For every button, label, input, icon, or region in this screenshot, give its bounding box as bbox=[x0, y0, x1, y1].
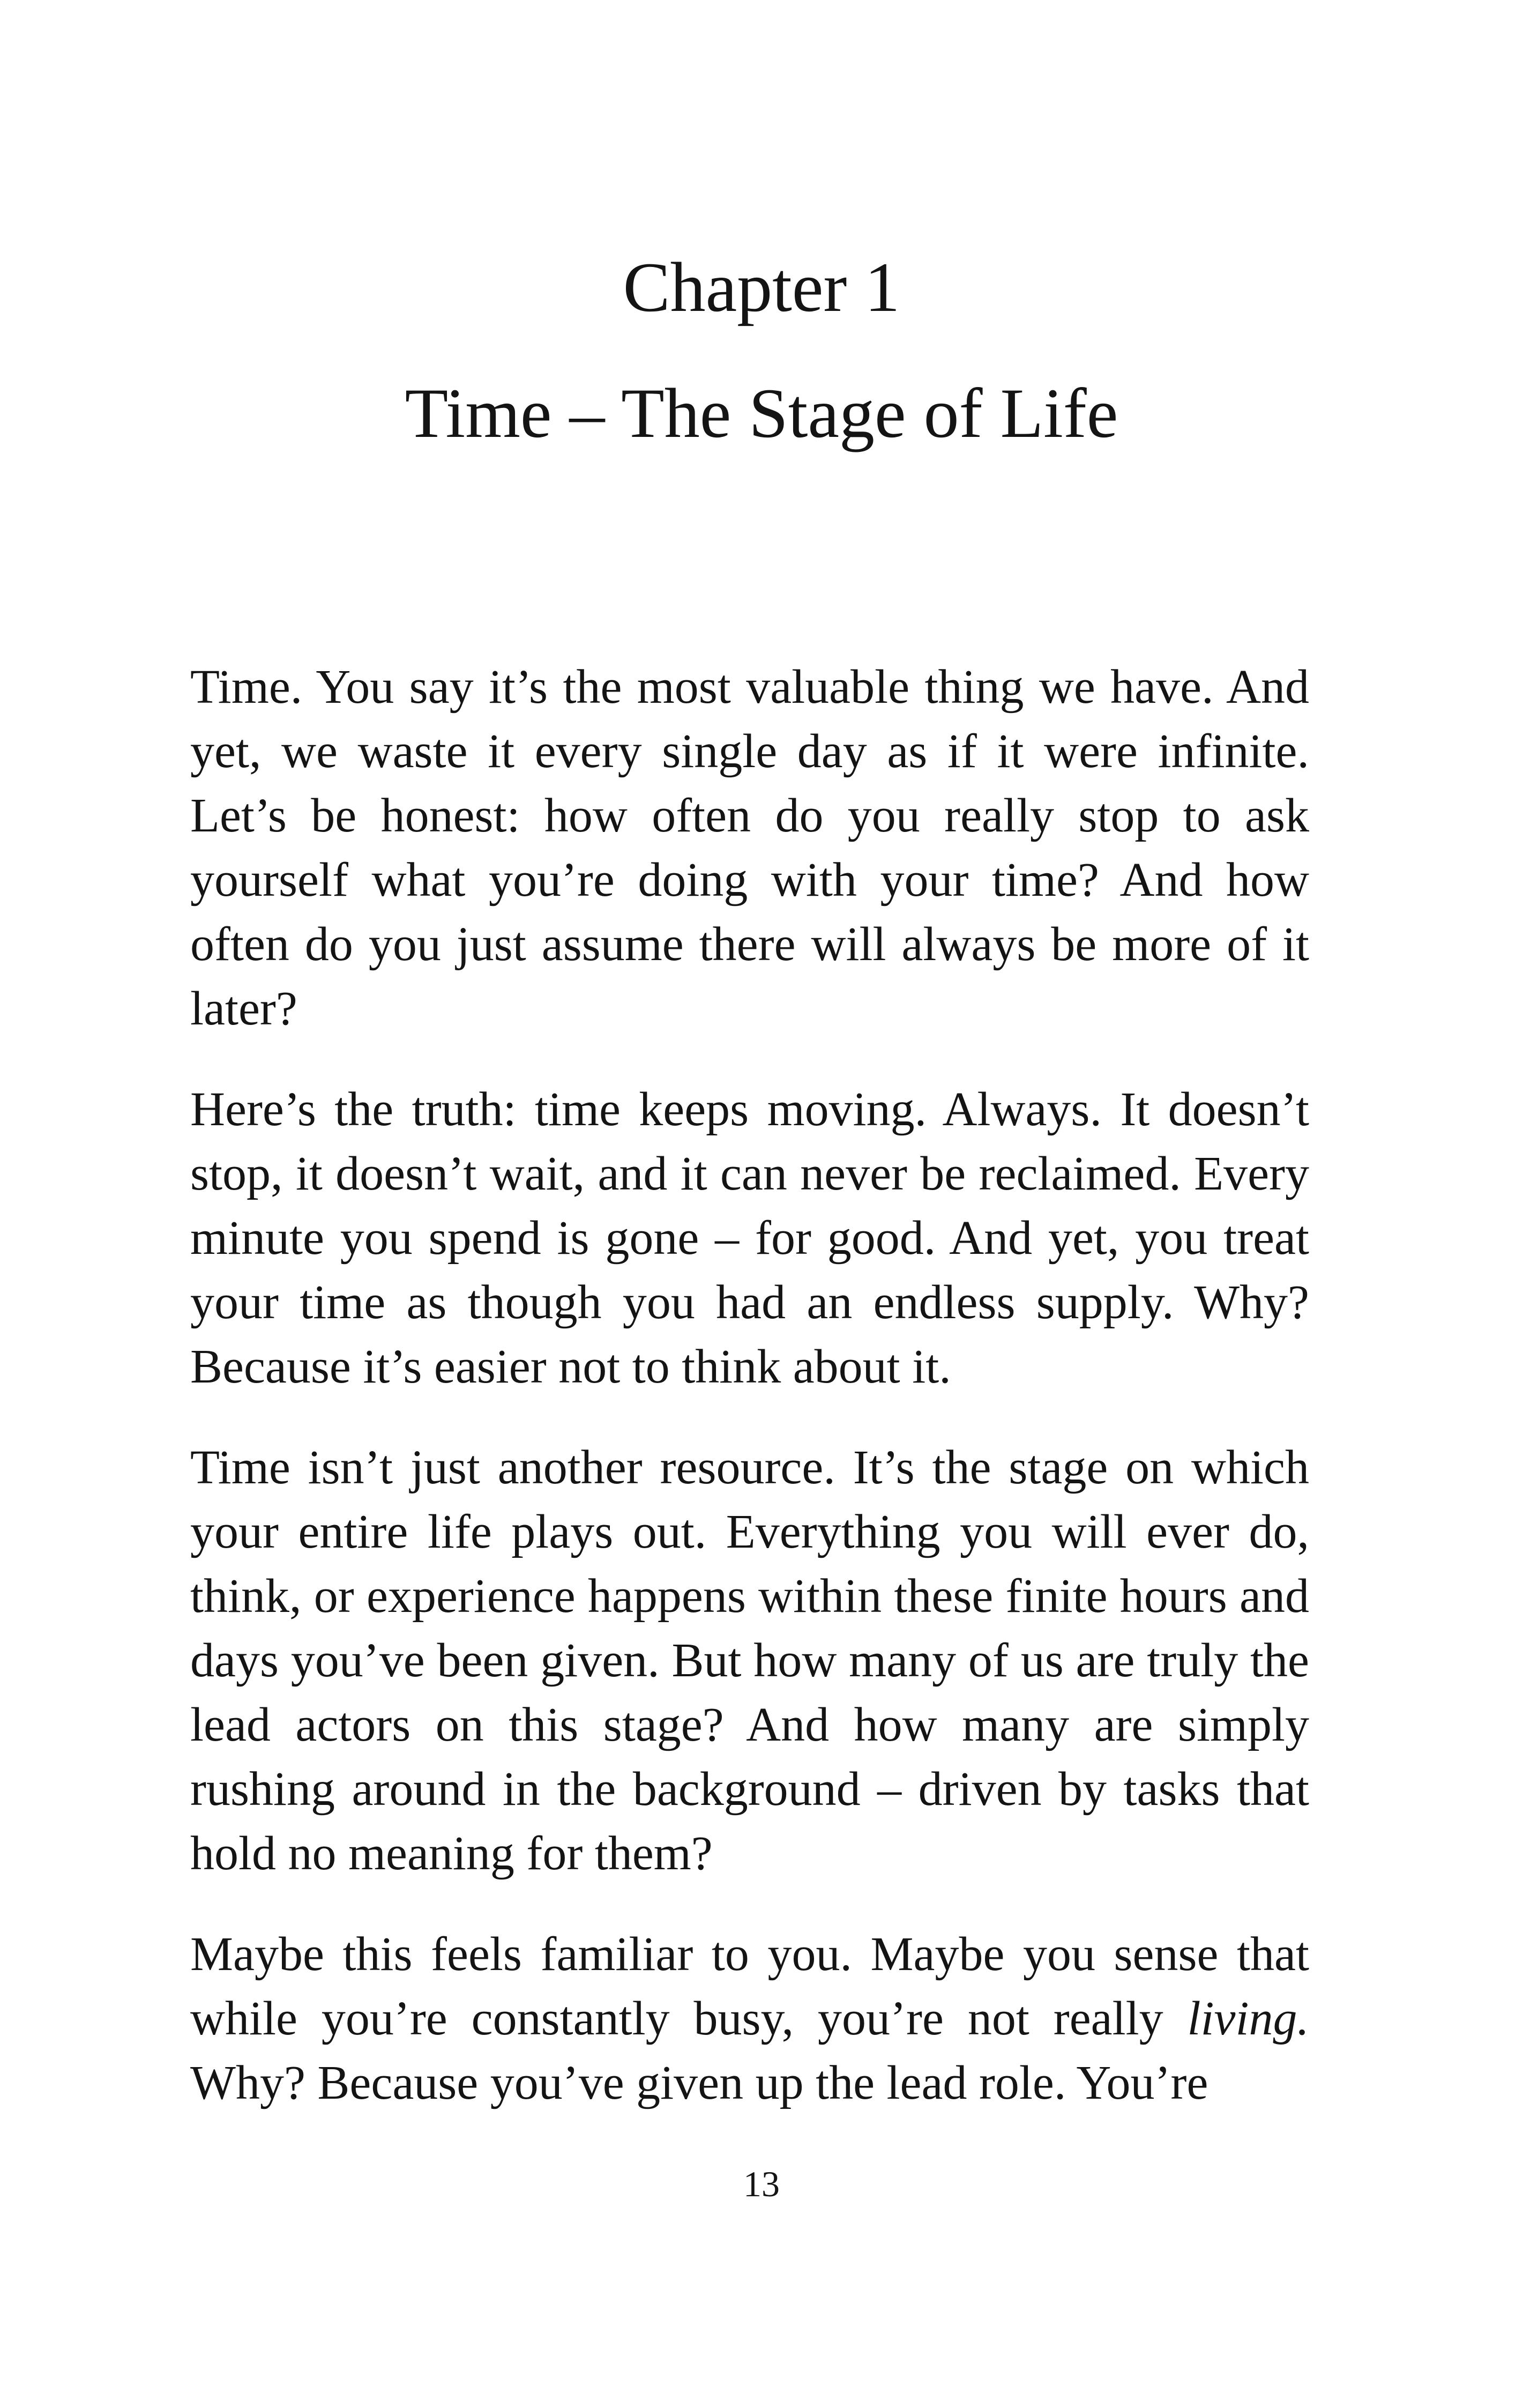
chapter-title: Time – The Stage of Life bbox=[405, 374, 1118, 452]
body-text bbox=[190, 655, 1309, 2115]
paragraph-4-text-end: Why? Because you’ve given up the lead role. You’re bbox=[190, 2056, 1208, 2109]
chapter-number: Chapter 1 bbox=[623, 248, 900, 326]
paragraph-1: Time. You say it’s the most valuable thing we have. And yet, we waste it every single day as if it were infinite. Let’s be honest: how often do you really stop to ask yourself what you’re doing with your time? And how often do you just assume there will always be more of it later? bbox=[190, 660, 1309, 1035]
emphasis-living: living. bbox=[1187, 1992, 1309, 2045]
page-number: 13 bbox=[743, 2164, 780, 2204]
paragraph-3: Time isn’t just another resource. It’s the stage on which your entire life plays out. Everything you will ever do, think, or experience happens within these finite hours and days you’ve been given. But how many of us are truly the lead actors on this stage? And how many are simply rushing around in the background – driven by tasks that hold no meaning for them? bbox=[190, 1441, 1309, 1880]
paragraph-2: Here’s the truth: time keeps moving. Always. It doesn’t stop, it doesn’t wait, and it can never be reclaimed. Every minute you spend is gone – for good. And yet, you treat your time as though you had an endless supply. Why? Because it’s easier not to think about it. bbox=[190, 1083, 1309, 1393]
paragraph-4 bbox=[190, 1922, 1309, 2115]
paragraph-4-text-start: Maybe this feels familiar to you. Maybe you sense that while you’re constantly busy, you’re not really bbox=[190, 1928, 1309, 2045]
